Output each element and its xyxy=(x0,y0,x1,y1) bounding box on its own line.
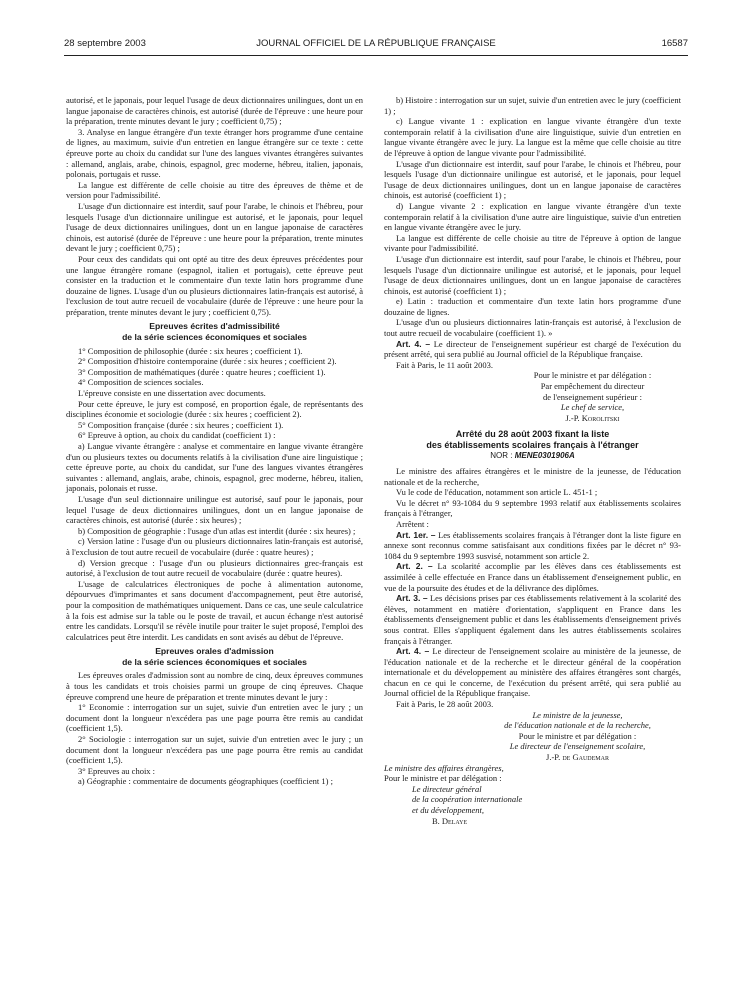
section-heading-oral: Epreuves orales d'admission de la série sciences économiques et sociales xyxy=(122,646,307,667)
nor-label: NOR : xyxy=(490,451,515,461)
paragraph: Les épreuves orales d'admission sont au nombre de cinq, deux épreuves communes à tous les candidats et trois choisies parmi un groupe de cinq épreuves. Chaque épreuve comprend une heure de préparation et trente minutes devant le jury : xyxy=(66,670,363,702)
signature-line: Pour le ministre et par délégation : xyxy=(533,370,652,381)
option-item: d) Version grecque : l'usage d'un ou plusieurs dictionnaires grec-français est autorisé, à l'exclusion de tout autre recueil de vocabulaire (durée : quatre heures). xyxy=(66,557,363,579)
signature-line: Par empêchement du directeur xyxy=(540,381,645,392)
option-item: e) Latin : traduction et commentaire d'un texte latin hors programme d'une douzaine de lignes. xyxy=(384,296,681,317)
signature-line: Le directeur de l'enseignement scolaire, xyxy=(509,741,646,752)
right-column xyxy=(384,95,681,826)
paragraph: Le ministre des affaires étrangères et le ministre de la jeunesse, de l'éducation nationale et de la recherche, xyxy=(384,466,681,487)
signature-block-1 xyxy=(504,370,681,423)
signature-line: de la coopération internationale xyxy=(412,794,523,805)
article-label: Art. 4. – xyxy=(396,646,430,657)
option-item: c) Version latine : l'usage d'un ou plusieurs dictionnaires latin-français est autorisé, à l'exclusion de tout autre recueil de vocabulaire (durée : quatre heures) ; xyxy=(66,536,363,557)
signature-line: Le directeur général xyxy=(412,783,482,794)
option-item: b) Composition de géographie : l'usage d'un atlas est interdit (durée : six heures) ; xyxy=(78,525,356,536)
article-label: Art. 2. – xyxy=(396,561,433,572)
exam-item: 5° Composition française (durée : six heures ; coefficient 1). xyxy=(78,419,284,430)
signature-line: Le ministre des affaires étrangères, xyxy=(384,762,504,773)
exam-item: 3° Composition de mathématiques (durée : quatre heures ; coefficient 1). xyxy=(78,366,326,377)
article-1 xyxy=(384,530,681,562)
article-text: La scolarité accomplie par les élèves dans ces établissements est assimilée à celle effectuée en France dans un établissement d'enseignement public, en vue de la poursuite des études et de la délivrance des diplômes. xyxy=(384,561,681,593)
article-text: Le directeur de l'enseignement scolaire au ministère de la jeunesse, de l'éducation nationale et de la recherche et le directeur général de la coopération internationale et du développement au ministère des affaires étrangères sont chargés, chacun en ce qui le concerne, de l'exécution du présent arrêté, qui sera publié au Journal officiel de la République française. xyxy=(384,646,681,699)
exam-item: 4° Composition de sciences sociales. xyxy=(78,377,204,388)
article-3 xyxy=(384,593,681,646)
header-date: 28 septembre 2003 xyxy=(64,38,146,49)
exam-item: 2° Composition d'histoire contemporaine (durée : six heures ; coefficient 2). xyxy=(78,356,337,367)
option-item: c) Langue vivante 1 : explication en langue vivante étrangère d'un texte contemporain relatif à la civilisation d'une aire linguistique, suivie d'un entretien en langue vivante étrangère avec le jury. La langue est la même que celle choisie au titre de l'épreuve à option de langue vivante pour l'admissibilité. xyxy=(384,116,681,158)
signatory-name: J.-P. de Gaudemar xyxy=(546,752,609,763)
article-text: Le directeur de l'enseignement supérieur est chargé de l'exécution du présent arrêté, qui sera publié au Journal officiel de la République française. xyxy=(384,338,681,360)
header-page-number: 16587 xyxy=(661,38,688,49)
signatory-name: J.-P. Korolitski xyxy=(565,412,620,423)
paragraph: L'usage d'un seul dictionnaire unilingue est autorisé, sauf pour le japonais, pour lequel l'usage de deux dictionnaires unilingues, dont un en langue japonaise de caractères chinois, est autorisé (durée : six heures) ; xyxy=(66,493,363,526)
option-item: a) Langue vivante étrangère : analyse et commentaire en langue vivante étrangère d'un ou plusieurs textes ou documents relatifs à la civilisation d'une aire linguistique ; cette épreuve porte, au choix du candidat, sur l'une des langues vivantes étrangères suivantes : allemand, anglais, arabe, chinois, espagnol, grec moderne, hébreu, italien, japonais, polonais et russe. xyxy=(66,441,363,494)
exam-item: 2° Sociologie : interrogation sur un sujet, suivie d'un entretien avec le jury ; un document dont la longueur n'excédera pas une page pourra être remis au candidat (coefficient 1,5). xyxy=(66,734,363,766)
signature-line: Pour le ministre et par délégation : xyxy=(384,773,502,784)
paragraph: Arrêtent : xyxy=(396,518,429,529)
paragraph: autorisé, et le japonais, pour lequel l'usage de deux dictionnaires unilingues, dont un en langue japonaise de caractères chinois, est autorisé (durée de l'épreuve : une heure pour la préparation, trente minutes devant le jury ; coefficient 0,75) ; xyxy=(66,95,364,127)
option-item: d) Langue vivante 2 : explication en langue vivante étrangère d'un texte contemporain relatif à la civilisation d'une autre aire linguistique, suivie d'un entretien en langue vivante étrangère avec le jury. xyxy=(384,200,681,233)
signature-line: de l'enseignement supérieur : xyxy=(542,391,642,402)
article-2 xyxy=(384,561,681,593)
paragraph: 3. Analyse en langue étrangère d'un texte étranger hors programme d'une centaine de lignes, au maximum, suivie d'un entretien en langue étrangère sur ce texte : cette épreuve porte au choix du candidat sur l'une des langues vivantes étrangères suivantes : allemand, anglais, arabe, chinois, espagnol, grec moderne, hébreu, italien, japonais, polonais, portugais et russe. xyxy=(66,126,363,180)
paragraph: La langue est différente de celle choisie au titre de l'épreuve à option de langue vivante pour l'admissibilité. xyxy=(384,232,681,254)
header-journal-title: JOURNAL OFFICIEL DE LA RÉPUBLIQUE FRANÇAISE xyxy=(256,38,496,49)
paragraph: Pour ceux des candidats qui ont opté au titre des deux épreuves précédentes pour une langue étrangère romane (espagnol, italien et portugais), cette épreuve peut consister en la traduction et le commentaire d'un texte latin hors programme d'une douzaine de lignes. L'usage d'un ou plusieurs dictionnaires latin-français est autorisé, à l'exclusion de tout autre recueil de vocabulaire (durée de l'épreuve : une heure pour la préparation, trente minutes devant le jury ; coefficient 0,75). xyxy=(66,253,363,317)
signature-line: Pour le ministre et par délégation : xyxy=(518,730,637,741)
paragraph: Vu le code de l'éducation, notamment son article L. 451-1 ; xyxy=(396,487,598,498)
paragraph: L'usage d'un dictionnaire est interdit, sauf pour l'arabe, le chinois et l'hébreu, pour lesquels l'usage d'un dictionnaire unilingue est autorisé, et le japonais, pour lequel l'usage de deux dictionnaires unilingues, dont un en langue japonaise de caractères chinois, est autorisé (coefficient 1) ; xyxy=(384,158,681,201)
paragraph: L'usage d'un dictionnaire est interdit, sauf pour l'arabe, le chinois et l'hébreu, pour lesquels l'usage d'un dictionnaire unilingue est autorisé, et le japonais, pour lequel l'usage de deux dictionnaires unilingues, dont un en langue japonaise de caractères chinois, est autorisé (coefficient 1) ; xyxy=(384,253,681,296)
decree-title: Arrêté du 28 août 2003 fixant la liste des établissements scolaires français à l'étranger xyxy=(426,429,639,451)
signature-block-2 xyxy=(474,710,681,763)
signature-line: et du développement, xyxy=(412,805,484,815)
nor-code: MENE0301906A xyxy=(514,451,575,461)
nor-reference xyxy=(384,451,681,462)
header-rule xyxy=(64,55,688,56)
paragraph: La langue est différente de celle choisie au titre des épreuves de thème et de version pour l'admissibilité. xyxy=(66,179,363,201)
signature-date: Fait à Paris, le 11 août 2003. xyxy=(396,359,493,370)
paragraph: Pour cette épreuve, le jury est composé, en proportion égale, de représentants des disciplines économie et sociologie (durée : six heures ; coefficient 2). xyxy=(66,398,363,420)
option-item: a) Géographie : commentaire de documents géographiques (coefficient 1) ; xyxy=(78,776,333,787)
page-header xyxy=(64,38,688,52)
signatory-name: B. Delaye xyxy=(432,815,468,826)
article-label: Art. 4. – xyxy=(396,338,431,349)
article-label: Art. 1er. – xyxy=(396,529,436,540)
paragraph: L'épreuve consiste en une dissertation avec documents. xyxy=(78,388,266,399)
signature-line: Le chef de service, xyxy=(560,402,625,413)
paragraph: L'usage d'un ou plusieurs dictionnaires latin-français est autorisé, à l'exclusion de tout autre recueil de vocabulaire (coefficient 1). » xyxy=(384,317,681,339)
article-text: Les établissements scolaires français à l'étranger dont la liste figure en annexe sont reconnus comme satisfaisant aux conditions fixées par le décret n° 93-1084 du 9 septembre 1993 susvisé, notamment son article 2. xyxy=(384,529,682,561)
paragraph: L'usage d'un dictionnaire est interdit, sauf pour l'arabe, le chinois et l'hébreu, pour lesquels l'usage d'un dictionnaire unilingue est autorisé, et le japonais, pour lequel l'usage de deux dictionnaires unilingues, dont un en langue japonaise de caractères chinois, est autorisé (durée de l'épreuve : une heure pour la préparation, trente minutes devant le jury ; coefficient 0,75) ; xyxy=(66,200,363,254)
signature-line: de l'éducation nationale et de la recherche, xyxy=(504,720,651,731)
exam-item: 6° Epreuve à option, au choix du candidat (coefficient 1) : xyxy=(78,430,276,441)
left-column xyxy=(66,95,363,787)
section-heading-written: Epreuves écrites d'admissibilité de la série sciences économiques et sociales xyxy=(122,321,307,343)
exam-item: 3° Epreuves au choix : xyxy=(78,765,156,776)
signature-line: Le ministre de la jeunesse, xyxy=(532,709,623,720)
signature-date: Fait à Paris, le 28 août 2003. xyxy=(396,699,494,710)
paragraph: Vu le décret n° 93-1084 du 9 septembre 1993 relatif aux établissements scolaires français à l'étranger, xyxy=(384,497,681,519)
article-4-first-decree xyxy=(384,339,681,360)
signature-block-3 xyxy=(384,763,681,827)
exam-item: 1° Economie : interrogation sur un sujet, suivie d'un entretien avec le jury ; un document dont la longueur n'excédera pas une page pourra être remis au candidat (coefficient 1,5). xyxy=(66,702,363,734)
article-text: Les décisions prises par ces établissements relativement à la scolarité des élèves, notamment en matière d'orientation, s'appliquent en France dans les établissements d'enseignement public et dans les établissements d'enseignement privés sous contrat. Elles s'appliquent également dans les autres établissements scolaires français à l'étranger. xyxy=(384,593,681,646)
article-4 xyxy=(384,646,681,699)
paragraph: L'usage de calculatrices électroniques de poche à alimentation autonome, dépourvues d'imprimantes et sans document d'accompagnement, peut être autorisé, pour la composition de mathématiques uniquement. Dans ce cas, une seule calculatrice à la fois est admise sur la table ou le poste de travail, et aucun échange n'est autorisé entre les candidats. Lorsqu'il se révèle inutile pour traiter le sujet proposé, l'emploi des calculatrices peut être interdit. Les candidats en sont avisés au début de l'épreuve. xyxy=(66,578,363,642)
option-item: b) Histoire : interrogation sur un sujet, suivie d'un entretien avec le jury (coefficient 1) ; xyxy=(384,95,681,116)
exam-item: 1° Composition de philosophie (durée : six heures ; coefficient 1). xyxy=(78,345,303,356)
article-label: Art. 3. – xyxy=(396,593,428,604)
